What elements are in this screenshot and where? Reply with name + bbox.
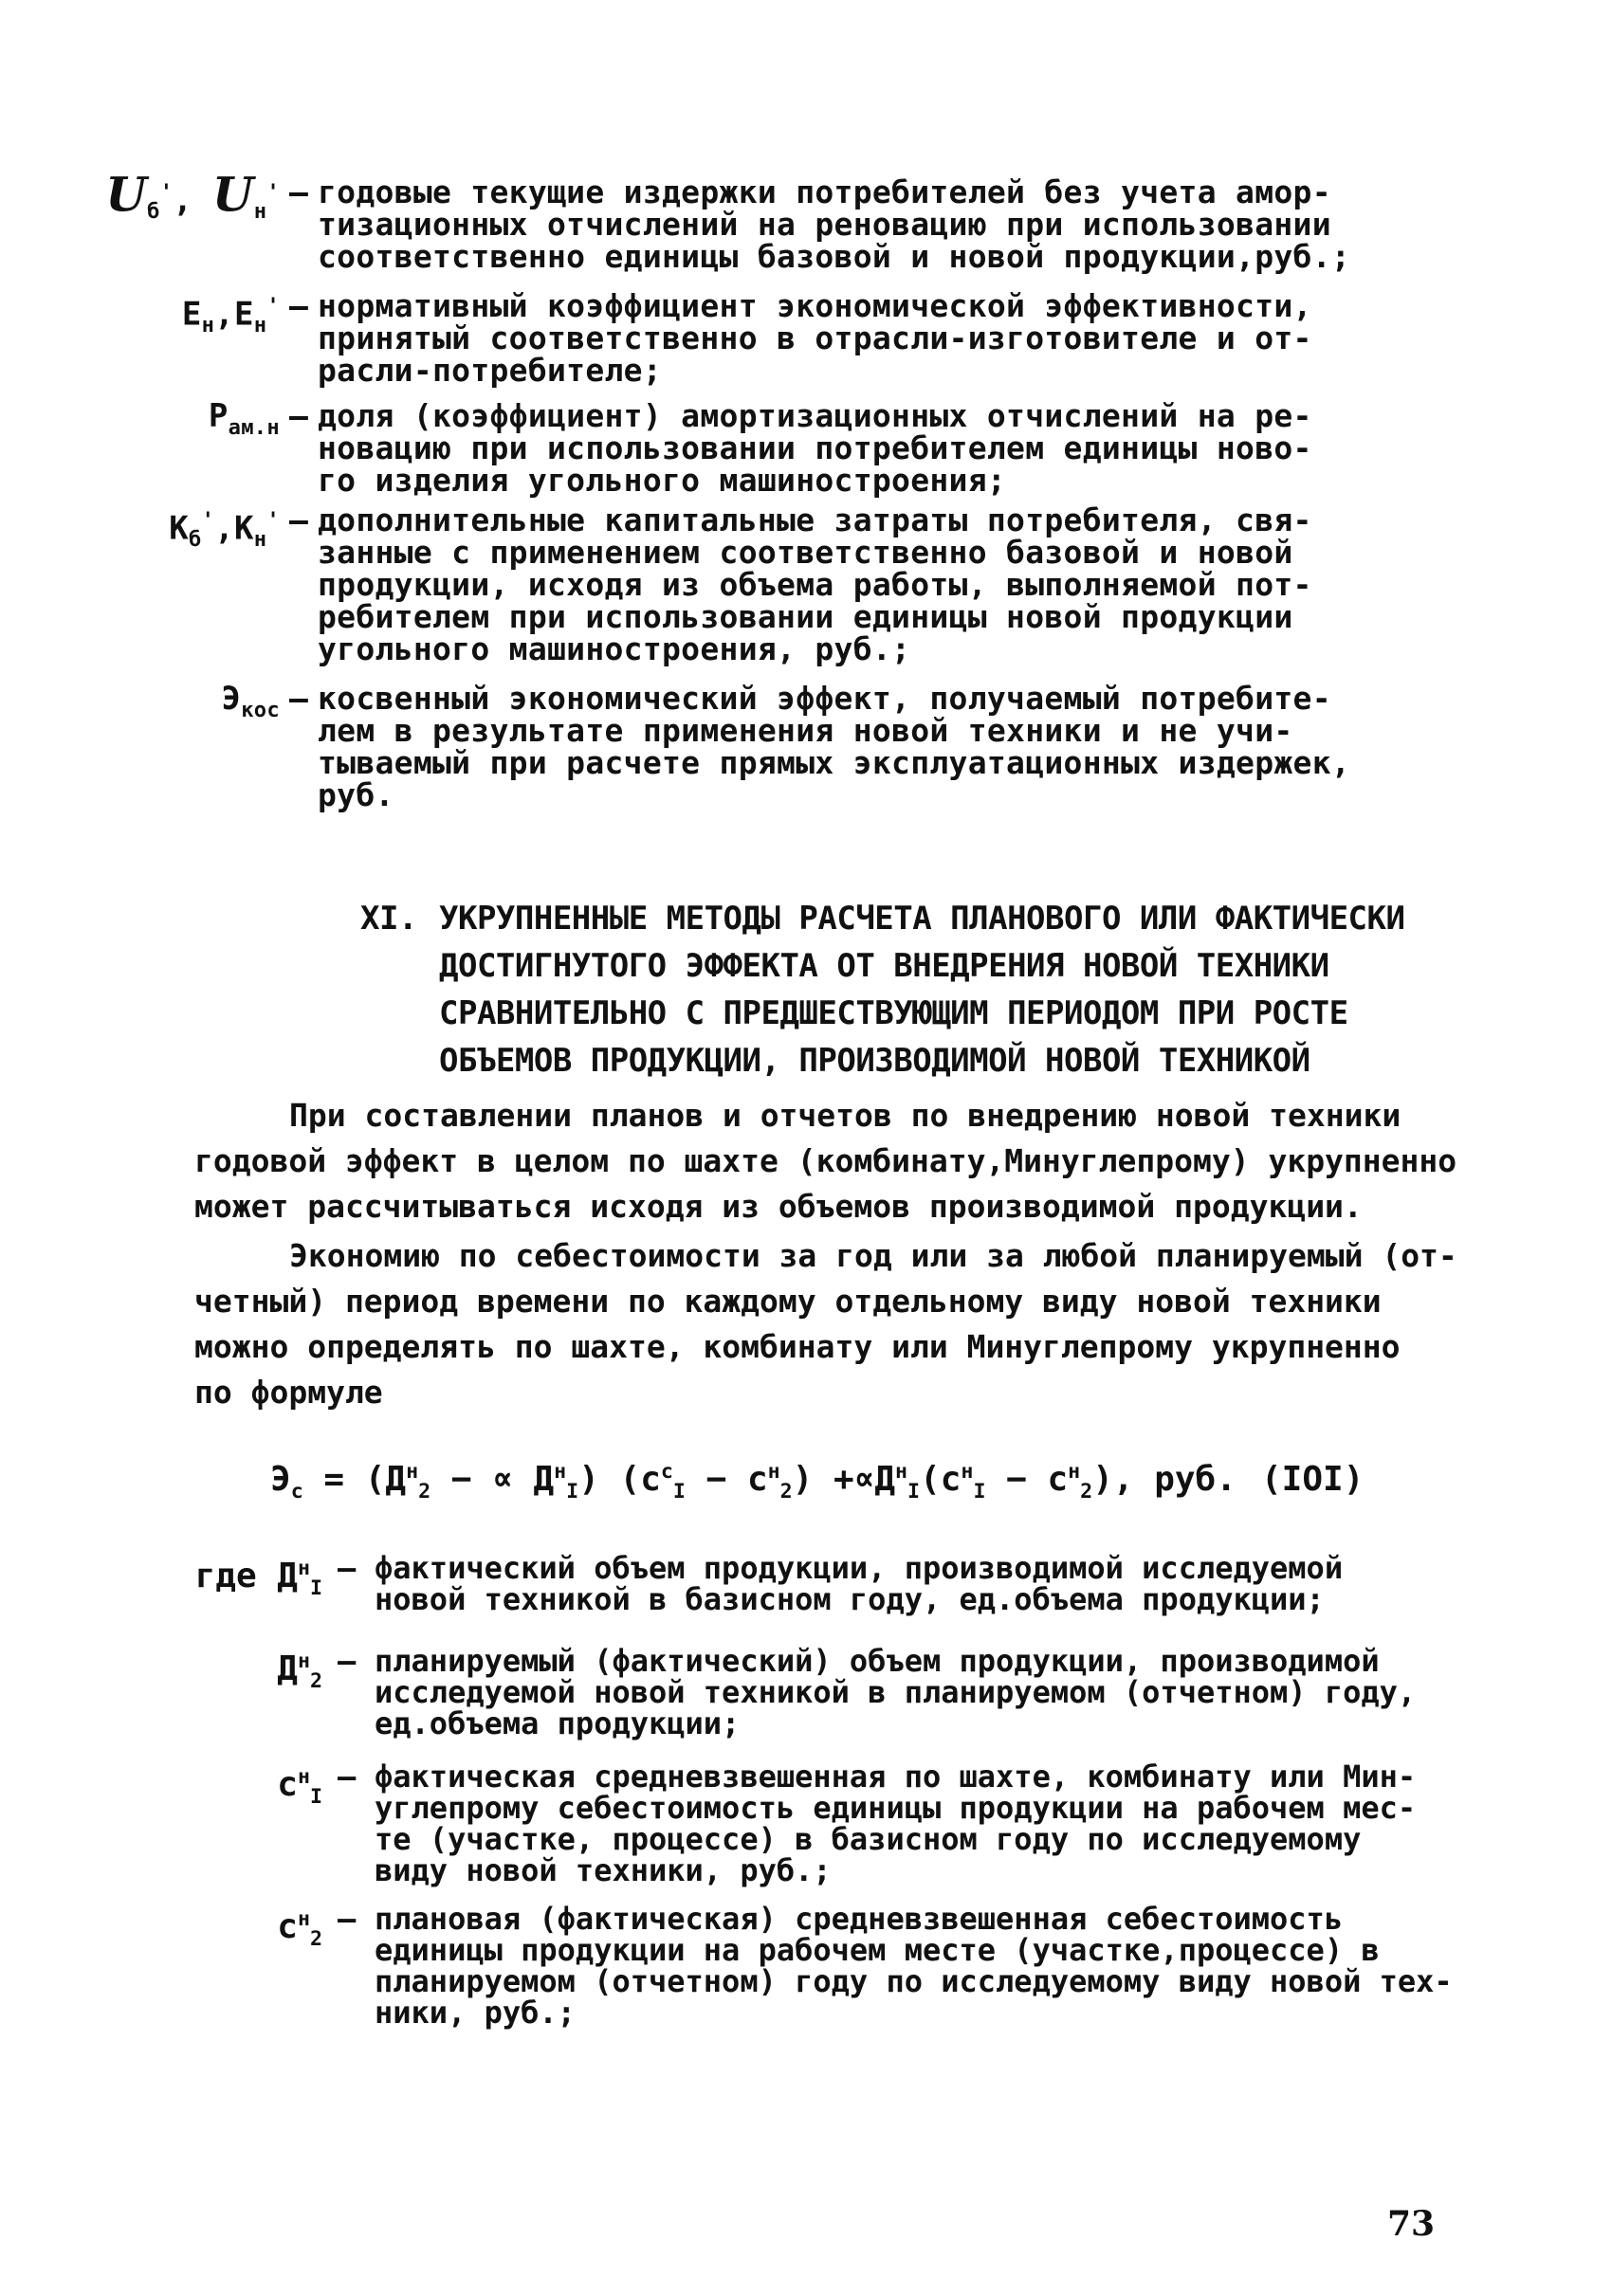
definition-symbol: $Д^н_2$ [277, 1649, 322, 1694]
definition-symbol: $Е_н,Е_н'$ [181, 294, 280, 338]
definition-symbol: $с^н_I$ [277, 1765, 322, 1810]
definition-dash: – [338, 1550, 357, 1586]
definition-symbol: $Р_{ам.н}$ [208, 397, 280, 440]
formula-number: (IOI) [1261, 1460, 1365, 1499]
definition-text: планируемый (фактический) объем продукции, производимой исследуемой новой техникой в планируемом (отчетном) году, ед.объема продукции; [375, 1643, 1417, 1741]
definition-dash: – [338, 1643, 357, 1679]
definition-text: годовые текущие издержки потребителей без учета амор- тизационных отчислений на реновацию при использовании соответственно единицы базовой и новой продукции,руб.; [318, 173, 1351, 275]
definition-dash: – [338, 1758, 357, 1795]
definition-text: плановая (фактическая) средневзвешенная себестоимость единицы продукции на рабочем месте (участке,процессе) в планируемом (отчетном) году по исследуемому виду новой тех- ники, руб.; [375, 1901, 1453, 2031]
section-heading [360, 895, 1451, 1080]
definition-dash: – [289, 287, 309, 324]
definition-text: доля (коэффициент) амортизационных отчислений на ре- новацию при использовании потребителем единицы ново- го изделия угольного машиностроения; [318, 397, 1312, 499]
formula-expression: $Э_с = (Д^н_2$ − ∝ $Д^н_I$) $(с^с_I - с^н_2) +\propto Д^н_I(с^н_I - с^н_2)$, руб. [270, 1460, 1236, 1504]
definition-symbol: $с^н_2$ [277, 1907, 322, 1952]
definition-dash: – [289, 397, 309, 434]
definition-symbol: $U_б'$, $U_н'$ [105, 166, 280, 225]
paragraph-line: годовой эффект в целом по шахте (комбинату,Минуглепрому) укрупненно [194, 1142, 1457, 1179]
paragraph-line: по формуле [194, 1374, 383, 1411]
definition-text: фактический объем продукции, производимой исследуемой новой техникой в базисном году, ед.объема продукции; [375, 1550, 1344, 1617]
definition-text: косвенный экономический эффект, получаемый потребите- лем в результате применения новой техники и не учи- тываемый при расчете прямых эксплуатационных издержек, руб. [318, 680, 1351, 813]
paragraph-line: может рассчитываться исходя из объемов производимой продукции. [194, 1188, 1363, 1225]
paragraph-line: можно определять по шахте, комбинату или Минуглепрому укрупненно [194, 1328, 1401, 1365]
definition-text: нормативный коэффициент экономической эффективности, принятый соответственно в отрасли-изготовителе и от- расли-потребителе; [318, 287, 1312, 389]
section-number: XI. [360, 900, 417, 938]
definition-dash: – [289, 501, 309, 538]
page-number: 73 [1387, 2204, 1436, 2244]
definition-symbol: $Э_{кос}$ [221, 680, 280, 722]
paragraph-line: четный) период времени по каждому отдельному виду новой техники [194, 1283, 1382, 1320]
definition-dash: – [289, 173, 309, 210]
definition-dash: – [289, 680, 309, 717]
paragraph-line: Экономию по себестоимости за год или за любой планируемый (от- [289, 1237, 1457, 1274]
definition-text: дополнительные капитальные затраты потребителя, свя- занные с применением соответственно базовой и новой продукции, исходя из объема работы, выполняемой пот- ребителем при использовании единицы новой продукции угольного машиностроения, руб.; [318, 501, 1312, 667]
paragraph [194, 1093, 1456, 1230]
definition-text: фактическая средневзвешенная по шахте, комбинату или Мин- углепрому себестоимость единицы продукции на рабочем мес- те (участке, процессе) в базисном году по исследуемому виду новой техники, руб.; [375, 1758, 1417, 1888]
definition-dash: – [338, 1901, 357, 1937]
paragraph-line: При составлении планов и отчетов по внедрению новой техники [289, 1097, 1401, 1134]
definition-symbol: где $Д^н_I$ [194, 1557, 322, 1601]
section-title: УКРУПНЕННЫЕ МЕТОДЫ РАСЧЕТА ПЛАНОВОГО ИЛИ ФАКТИЧЕСКИ ДОСТИГНУТОГО ЭФФЕКТА ОТ ВНЕДРЕНИЯ НОВОЙ ТЕХНИКИ СРАВНИТЕЛЬНО С ПРЕДШЕСТВУЮЩИМ ПЕРИОДОМ ПРИ РОСТЕ ОБЪЕМОВ ПРОДУКЦИИ, ПРОИЗВОДИМОЙ НОВОЙ ТЕХНИКОЙ [439, 900, 1405, 1080]
paragraph [194, 1233, 1456, 1415]
definition-symbol: $К_б',К_н'$ [169, 508, 280, 553]
formula [270, 1460, 1365, 1517]
